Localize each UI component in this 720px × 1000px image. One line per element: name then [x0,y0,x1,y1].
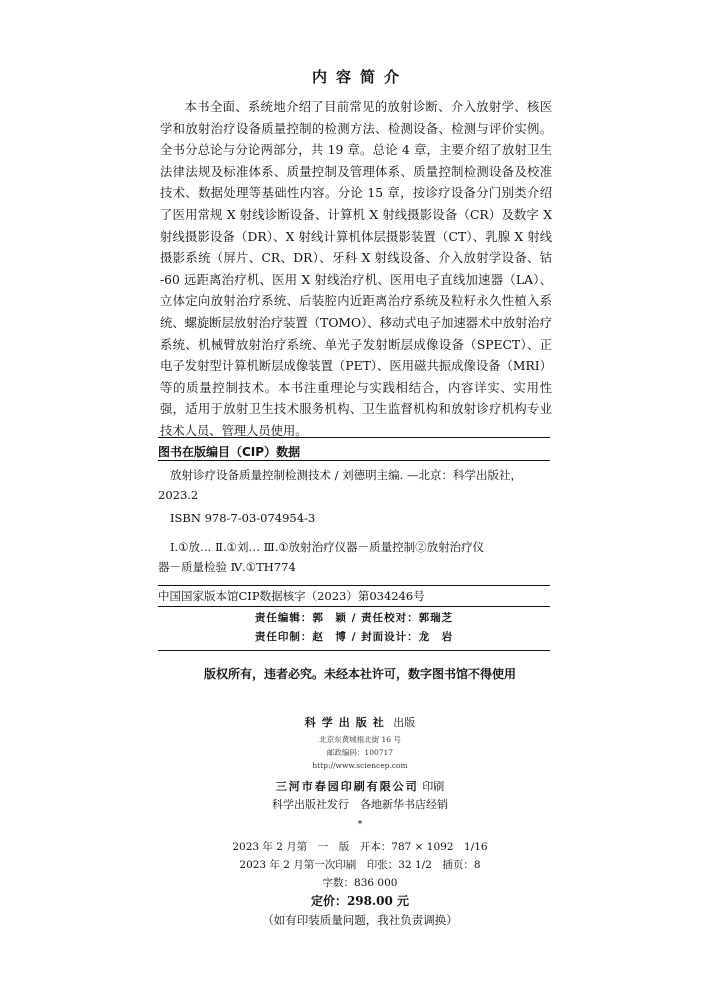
printer-suffix: 印刷 [422,780,445,793]
intro-body: 本书全面、系统地介绍了目前常见的放射诊断、介入放射学、核医学和放射治疗设备质量控制的检测方法、检测设备、检测与评价实例。全书分总论与分论两部分，共 19 章。总论 4 章，主要介绍了放射卫生法律法规及标准体系、质量控制及管理体系、质量控制检测设备及校准技术、数据处理等基础性内容。分论 15 章，按诊疗设备分门别类介绍了医用常规 X 射线诊断设备、计算机 X 射线摄影设备（CR）及数字 X 射线摄影设备（DR）、X 射线计算机体层摄影装置（CT）、乳腺 X 射线摄影系统（屏片、CR、DR）、牙科 X 射线设备、介入放射学设备、钴 -60 远距离治疗机、医用 X 射线治疗机、医用电子直线加速器（LA）、立体定向放射治疗系统、后装腔内近距离治疗系统及粒籽永久性植入系统、螺旋断层放射治疗装置（TOMO）、移动式电子加速器术中放射治疗系统、机械臂放射治疗系统、单光子发射断层成像设备（SPECT）、正电子发射型计算机断层成像装置（PET）、医用磁共振成像设备（MRI）等的质量控制技术。本书注重理论与实践相结合，内容详实、实用性强，适用于放射卫生技术服务机构、卫生监督机构和放射诊疗机构专业技术人员、管理人员使用。 [160,100,552,438]
distribution-line: 科学出版社发行 各地新华书店经销 [272,798,448,811]
cip-header: 图书在版编目（CIP）数据 [158,445,301,459]
printing-line: 2023 年 2 月第一次印刷 印张：32 1/2 插页：8 [239,859,481,871]
separator-star: * [357,820,363,830]
imprint-block [0,713,720,929]
printer-line [0,778,720,796]
exchange-note: （如有印装质量问题，我社负责调换） [262,913,458,927]
cip-record-number: 中国国家版本馆CIP数据核字（2023）第034246号 [158,589,425,603]
edition-line: 2023 年 2 月第 一 版 开本：787 × 1092 1/16 [232,841,488,853]
publisher-line [0,713,720,733]
publisher-website: http://www.sciencep.com [312,761,408,770]
printer-name: 三河市春园印刷有限公司 [275,780,419,793]
cip-book-line: 放射诊疗设备质量控制检测技术 / 刘德明主编. —北京：科学出版社， [170,468,522,482]
credits-editors: 责任编辑：郭 颖 / 责任校对：郭瑞芝 [254,612,454,624]
cip-block [158,437,550,651]
cip-divider [158,460,550,461]
publisher-name: 科学出版社 [304,716,390,729]
credits-production: 责任印制：赵 博 / 封面设计：龙 岩 [254,631,454,643]
intro-title: 内容简介 [311,68,408,86]
price: 定价：298.00 元 [310,894,410,908]
word-count: 字数：836 000 [322,877,398,889]
copyright-notice: 版权所有，违者必究。未经本社许可，数字图书馆不得使用 [203,667,516,681]
publisher-suffix: 出版 [393,716,416,729]
publisher-postcode: 邮政编码：100717 [326,748,394,757]
cip-book-line-continued: 2023.2 [158,488,199,502]
cip-classification: Ⅰ.①放… Ⅱ.①刘… Ⅲ.①放射治疗仪器－质量控制②放射治疗仪 [170,540,485,554]
cip-spacer [158,577,550,585]
cip-isbn: ISBN 978-7-03-074954-3 [170,511,316,525]
credits-block [158,606,550,651]
cip-classification-continued: 器－质量检验 Ⅳ.①TH774 [158,560,296,574]
publisher-address: 北京东黄城根北街 16 号 [319,735,401,744]
